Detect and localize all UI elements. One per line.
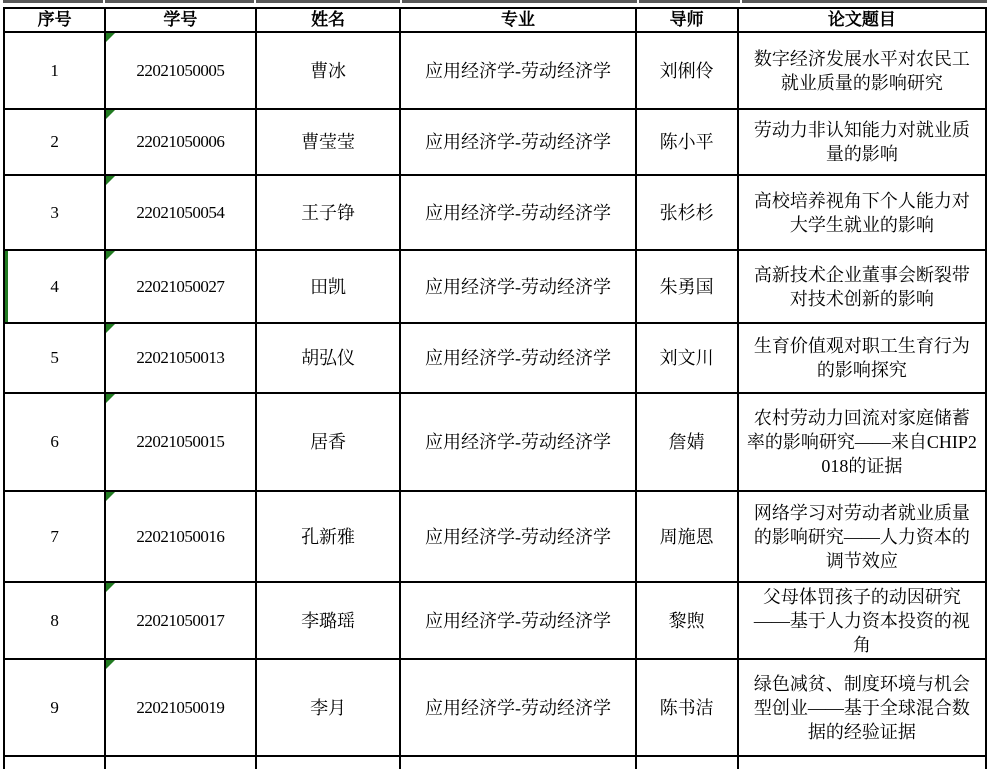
name-cell[interactable]: 胡弘仪	[256, 323, 401, 393]
major-cell[interactable]: 应用经济学-劳动经济学	[400, 491, 635, 582]
student-id-value: 22021050015	[136, 432, 225, 451]
student-id-cell[interactable]	[105, 393, 255, 491]
name-cell[interactable]: 居香	[256, 393, 401, 491]
seq-cell[interactable]: 9	[4, 659, 105, 756]
advisor-cell[interactable]: 陈书洁	[636, 659, 738, 756]
seq-cell[interactable]: 1	[4, 32, 105, 109]
name-cell[interactable]: 孔新雅	[256, 491, 401, 582]
cutoff-cell-edge	[256, 0, 400, 3]
student-id-value: 22021050016	[136, 526, 225, 546]
green-triangle-indicator	[106, 251, 115, 260]
seq-cell[interactable]: 4	[4, 250, 105, 323]
table-row	[4, 175, 986, 250]
col-header-student-id[interactable]: 学号	[105, 8, 255, 32]
table-row	[4, 250, 986, 323]
thesis-title-cell[interactable]: 数字经济发展水平对农民工就业质量的影响研究	[738, 32, 986, 109]
thesis-title-cell[interactable]: 网络学习对劳动者就业质量的影响研究——人力资本的调节效应	[738, 491, 986, 582]
student-id-cell[interactable]	[105, 175, 255, 250]
table-row	[4, 393, 986, 491]
col-header-seq[interactable]: 序号	[4, 8, 105, 32]
cutoff-row-above	[3, 0, 987, 3]
advisor-cell[interactable]: 黎煦	[636, 582, 738, 659]
green-triangle-indicator	[106, 660, 115, 669]
student-id-value: 22021050019	[136, 697, 225, 717]
thesis-assignment-table	[3, 7, 987, 769]
student-id-cell[interactable]	[105, 250, 255, 323]
green-triangle-indicator	[106, 324, 115, 333]
name-cell[interactable]: 李月	[256, 659, 401, 756]
green-triangle-indicator	[106, 33, 115, 42]
thesis-title-cell[interactable]: 农村劳动力回流对家庭储蓄率的影响研究——来自CHIP2018的证据	[738, 393, 986, 491]
table-row	[4, 323, 986, 393]
seq-cell[interactable]: 2	[4, 109, 105, 175]
header-row	[4, 8, 986, 32]
thesis-title-cell[interactable]: 高校培养视角下个人能力对大学生就业的影响	[738, 175, 986, 250]
thesis-title-cell[interactable]: 劳动力非认知能力对就业质量的影响	[738, 109, 986, 175]
student-id-value: 22021050005	[136, 60, 225, 80]
col-header-advisor[interactable]: 导师	[636, 8, 738, 32]
green-triangle-indicator	[106, 110, 115, 119]
advisor-cell[interactable]: 刘俐伶	[636, 32, 738, 109]
student-id-value: 22021050017	[136, 610, 225, 630]
green-triangle-indicator	[106, 583, 115, 592]
clipped-empty-row	[4, 756, 986, 769]
col-header-name[interactable]: 姓名	[256, 8, 401, 32]
major-cell[interactable]: 应用经济学-劳动经济学	[400, 250, 635, 323]
table-row	[4, 491, 986, 582]
seq-cell[interactable]: 8	[4, 582, 105, 659]
advisor-cell[interactable]: 刘文川	[636, 323, 738, 393]
student-id-value: 22021050027	[136, 276, 225, 296]
major-cell[interactable]: 应用经济学-劳动经济学	[400, 323, 635, 393]
thesis-title-cell[interactable]: 绿色减贫、制度环境与机会型创业——基于全球混合数据的经验证据	[738, 659, 986, 756]
table-row	[4, 32, 986, 109]
student-id-cell[interactable]	[105, 32, 255, 109]
seq-cell[interactable]: 3	[4, 175, 105, 250]
green-triangle-indicator	[106, 394, 115, 403]
advisor-cell[interactable]: 陈小平	[636, 109, 738, 175]
name-cell[interactable]: 王子铮	[256, 175, 401, 250]
cutoff-cell-edge	[402, 0, 637, 3]
green-triangle-indicator	[106, 492, 115, 501]
seq-cell[interactable]: 5	[4, 323, 105, 393]
major-cell[interactable]: 应用经济学-劳动经济学	[400, 175, 635, 250]
advisor-cell[interactable]: 詹婧	[636, 393, 738, 491]
cutoff-cell-edge	[639, 0, 740, 3]
empty-cell[interactable]	[256, 756, 401, 769]
advisor-cell[interactable]: 张杉杉	[636, 175, 738, 250]
empty-cell[interactable]	[4, 756, 105, 769]
empty-cell[interactable]	[105, 756, 255, 769]
empty-cell[interactable]	[636, 756, 738, 769]
advisor-cell[interactable]: 周施恩	[636, 491, 738, 582]
seq-cell[interactable]: 7	[4, 491, 105, 582]
thesis-title-cell[interactable]: 高新技术企业董事会断裂带对技术创新的影响	[738, 250, 986, 323]
table-row	[4, 109, 986, 175]
student-id-cell[interactable]	[105, 659, 255, 756]
empty-cell[interactable]	[738, 756, 986, 769]
table-row	[4, 659, 986, 756]
col-header-thesis-title[interactable]: 论文题目	[738, 8, 986, 32]
student-id-value: 22021050006	[136, 132, 225, 151]
major-cell[interactable]: 应用经济学-劳动经济学	[400, 393, 635, 491]
col-header-major[interactable]: 专业	[400, 8, 635, 32]
empty-cell[interactable]	[400, 756, 635, 769]
advisor-cell[interactable]: 朱勇国	[636, 250, 738, 323]
student-id-cell[interactable]	[105, 323, 255, 393]
name-cell[interactable]: 曹莹莹	[256, 109, 401, 175]
cutoff-cell-edge	[3, 0, 103, 3]
name-cell[interactable]: 李璐瑶	[256, 582, 401, 659]
major-cell[interactable]: 应用经济学-劳动经济学	[400, 582, 635, 659]
thesis-title-cell[interactable]: 父母体罚孩子的动因研究——基于人力资本投资的视角	[738, 582, 986, 659]
name-cell[interactable]: 曹冰	[256, 32, 401, 109]
student-id-value: 22021050013	[136, 348, 225, 367]
table-row	[4, 582, 986, 659]
student-id-cell[interactable]	[105, 491, 255, 582]
cutoff-cell-edge	[742, 0, 987, 3]
student-id-cell[interactable]	[105, 582, 255, 659]
major-cell[interactable]: 应用经济学-劳动经济学	[400, 109, 635, 175]
cutoff-cell-edge	[105, 0, 254, 3]
green-triangle-indicator	[106, 176, 115, 185]
major-cell[interactable]: 应用经济学-劳动经济学	[400, 32, 635, 109]
student-id-cell[interactable]	[105, 109, 255, 175]
student-id-value: 22021050054	[136, 202, 225, 222]
thesis-title-cell[interactable]: 生育价值观对职工生育行为的影响探究	[738, 323, 986, 393]
seq-cell[interactable]: 6	[4, 393, 105, 491]
major-cell[interactable]: 应用经济学-劳动经济学	[400, 659, 635, 756]
name-cell[interactable]: 田凯	[256, 250, 401, 323]
